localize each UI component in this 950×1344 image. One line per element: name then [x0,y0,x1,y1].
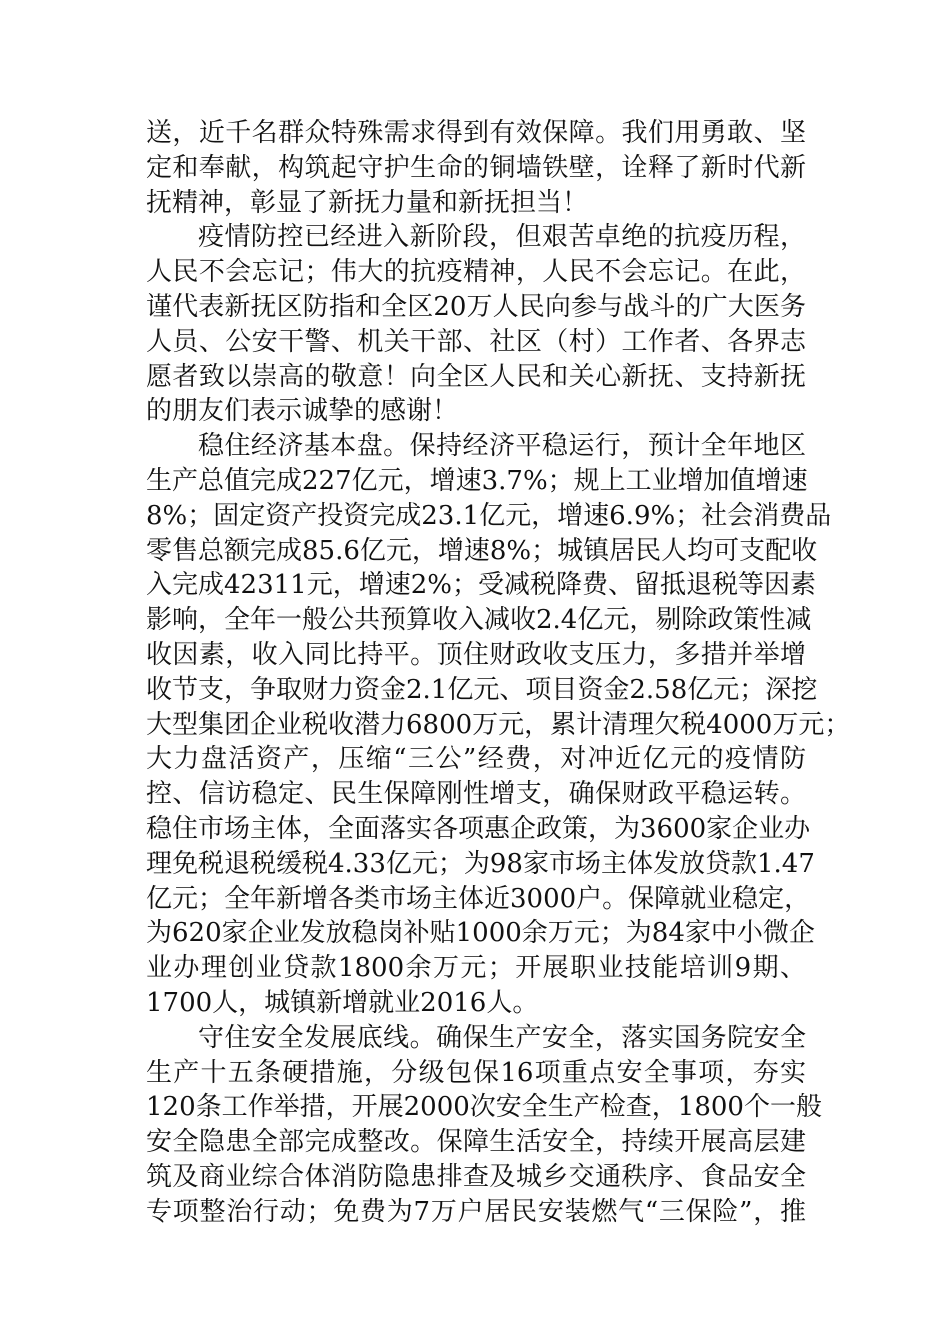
text-line: 稳住市场主体，全面落实各项惠企政策，为3600家企业办 [146,813,811,844]
text-line: 120条工作举措，开展2000次安全生产检查，1800个一般 [146,1092,822,1123]
text-line: 人民不会忘记；伟大的抗疫精神，人民不会忘记。在此， [146,257,806,288]
text-line: 生产总值完成227亿元，增速3.7%；规上工业增加值增速 [146,465,808,496]
text-line: 的朋友们表示诚挚的感谢！ [146,396,459,427]
text-line: 谨代表新抚区防指和全区20万人民向参与战斗的广大医务 [146,291,806,322]
text-line: 大力盘活资产，压缩“三公”经费，对冲近亿元的疫情防 [146,744,806,775]
text-line: 安全隐患全部完成整改。保障生活安全，持续开展高层建 [146,1127,806,1158]
text-line: 守住安全发展底线。确保生产安全，落实国务院安全 [198,1022,806,1053]
text-line: 入完成42311元，增速2%；受减税降费、留抵退税等因素 [146,570,816,601]
text-line: 亿元；全年新增各类市场主体近3000户。保障就业稳定， [146,883,811,914]
paragraph [146,116,806,220]
text-line: 8%；固定资产投资完成23.1亿元，增速6.9%；社会消费品 [146,500,832,531]
text-line: 零售总额完成85.6亿元，增速8%；城镇居民人均可支配收 [146,535,818,566]
document-page [146,116,851,1230]
text-line: 业办理创业贷款1800余万元；开展职业技能培训9期、 [146,953,806,984]
text-line: 送，近千名群众特殊需求得到有效保障。我们用勇敢、坚 [146,118,806,148]
text-line: 疫情防控已经进入新阶段，但艰苦卓绝的抗疫历程， [198,222,806,253]
text-line: 1700人，城镇新增就业2016人。 [146,987,539,1018]
text-line: 人员、公安干警、机关干部、社区（村）工作者、各界志 [146,326,806,357]
paragraph [146,429,851,1021]
text-line: 愿者致以崇高的敬意！向全区人民和关心新抚、支持新抚 [146,361,806,392]
paragraph [146,220,806,429]
paragraph [146,1021,822,1230]
text-line: 抚精神，彰显了新抚力量和新抚担当！ [146,187,589,218]
text-line: 专项整治行动；免费为7万户居民安装燃气“三保险”，推 [146,1196,806,1227]
text-line: 为620家企业发放稳岗补贴1000余万元；为84家中小微企 [146,918,815,949]
text-line: 控、信访稳定、民生保障刚性增支，确保财政平稳运转。 [146,779,806,810]
text-line: 理免税退税缓税4.33亿元；为98家市场主体发放贷款1.47 [146,848,815,879]
text-line: 影响，全年一般公共预算收入减收2.4亿元，剔除政策性减 [146,605,812,636]
text-line: 收节支，争取财力资金2.1亿元、项目资金2.58亿元；深挖 [146,674,818,705]
text-line: 生产十五条硬措施，分级包保16项重点安全事项，夯实 [146,1057,806,1088]
text-line: 稳住经济基本盘。保持经济平稳运行，预计全年地区 [198,431,806,462]
text-line: 大型集团企业税收潜力6800万元，累计清理欠税4000万元； [146,709,851,740]
text-line: 筑及商业综合体消防隐患排查及城乡交通秩序、食品安全 [146,1161,806,1192]
text-line: 收因素，收入同比持平。顶住财政收支压力，多措并举增 [146,639,806,670]
text-line: 定和奉献，构筑起守护生命的铜墙铁壁，诠释了新时代新 [146,152,806,183]
